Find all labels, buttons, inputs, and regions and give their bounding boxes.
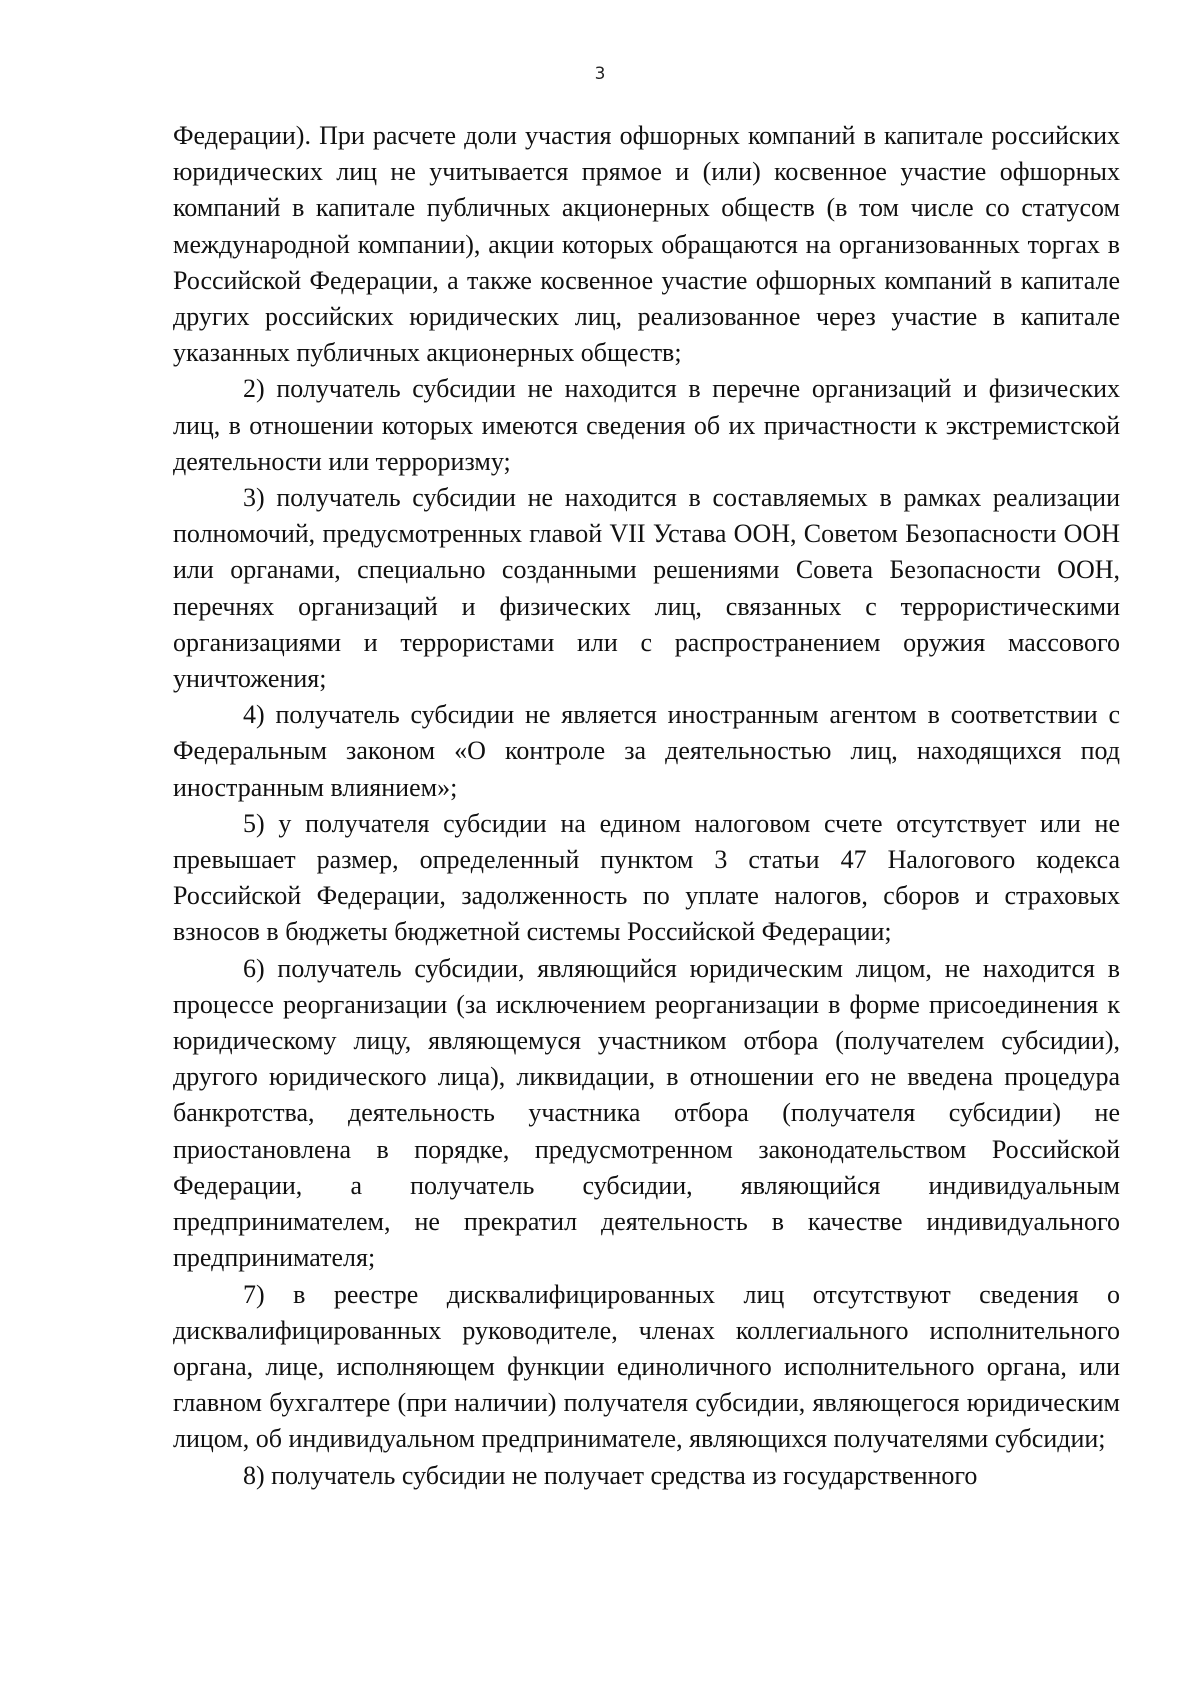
document-body <box>173 118 1120 1494</box>
paragraph-item-2: 2) получатель субсидии не находится в перечне организаций и физических лиц, в отношении которых имеются сведения об их причастности к экстремистской деятельности или терроризму; <box>173 374 1120 476</box>
paragraph-item-3: 3) получатель субсидии не находится в составляемых в рамках реализации полномочий, предусмотренных главой VII Устава ООН, Советом Безопасности ООН или органами, специально созданными решениями Совета Безопасности ООН, перечнях организаций и физических лиц, связанных с террористическими организациями и террористами или с распространением оружия массового уничтожения; <box>173 483 1120 694</box>
paragraph-item-8: 8) получатель субсидии не получает средства из государственного <box>243 1460 978 1490</box>
page-number: 3 <box>594 64 606 84</box>
paragraph-continuation: Федерации). При расчете доли участия офшорных компаний в капитале российских юридических лиц не учитывается прямое и (или) косвенное участие офшорных компаний в капитале публичных акционерных обществ (в том числе со статусом международной компании), акции которых обращаются на организованных торгах в Российской Федерации, а также косвенное участие офшорных компаний в капитале других российских юридических лиц, реализованное через участие в капитале указанных публичных акционерных обществ; <box>173 121 1120 368</box>
paragraph-item-6: 6) получатель субсидии, являющийся юридическим лицом, не находится в процессе реорганизации (за исключением реорганизации в форме присоединения к юридическому лицу, являющемуся участником отбора (получателем субсидии), другого юридического лица), ликвидации, в отношении его не введена процедура банкротства, деятельность участника отбора (получателя субсидии) не приостановлена в порядке, предусмотренном законодательством Российской Федерации, а получатель субсидии, являющийся индивидуальным предпринимателем, не прекратил деятельность в качестве индивидуального предпринимателя; <box>173 953 1120 1273</box>
paragraph-item-4: 4) получатель субсидии не является иностранным агентом в соответствии с Федеральным законом «О контроле за деятельностью лиц, находящихся под иностранным влиянием»; <box>173 700 1120 802</box>
paragraph-item-7: 7) в реестре дисквалифицированных лиц отсутствуют сведения о дисквалифицированных руководителе, членах коллегиального исполнительного органа, лице, исполняющем функции единоличного исполнительного органа, или главном бухгалтере (при наличии) получателя субсидии, являющегося юридическим лицом, об индивидуальном предпринимателе, являющихся получателями субсидии; <box>173 1279 1120 1454</box>
paragraph-item-5: 5) у получателя субсидии на едином налоговом счете отсутствует или не превышает размер, определенный пунктом 3 статьи 47 Налогового кодекса Российской Федерации, задолженность по уплате налогов, сборов и страховых взносов в бюджеты бюджетной системы Российской Федерации; <box>173 808 1120 947</box>
